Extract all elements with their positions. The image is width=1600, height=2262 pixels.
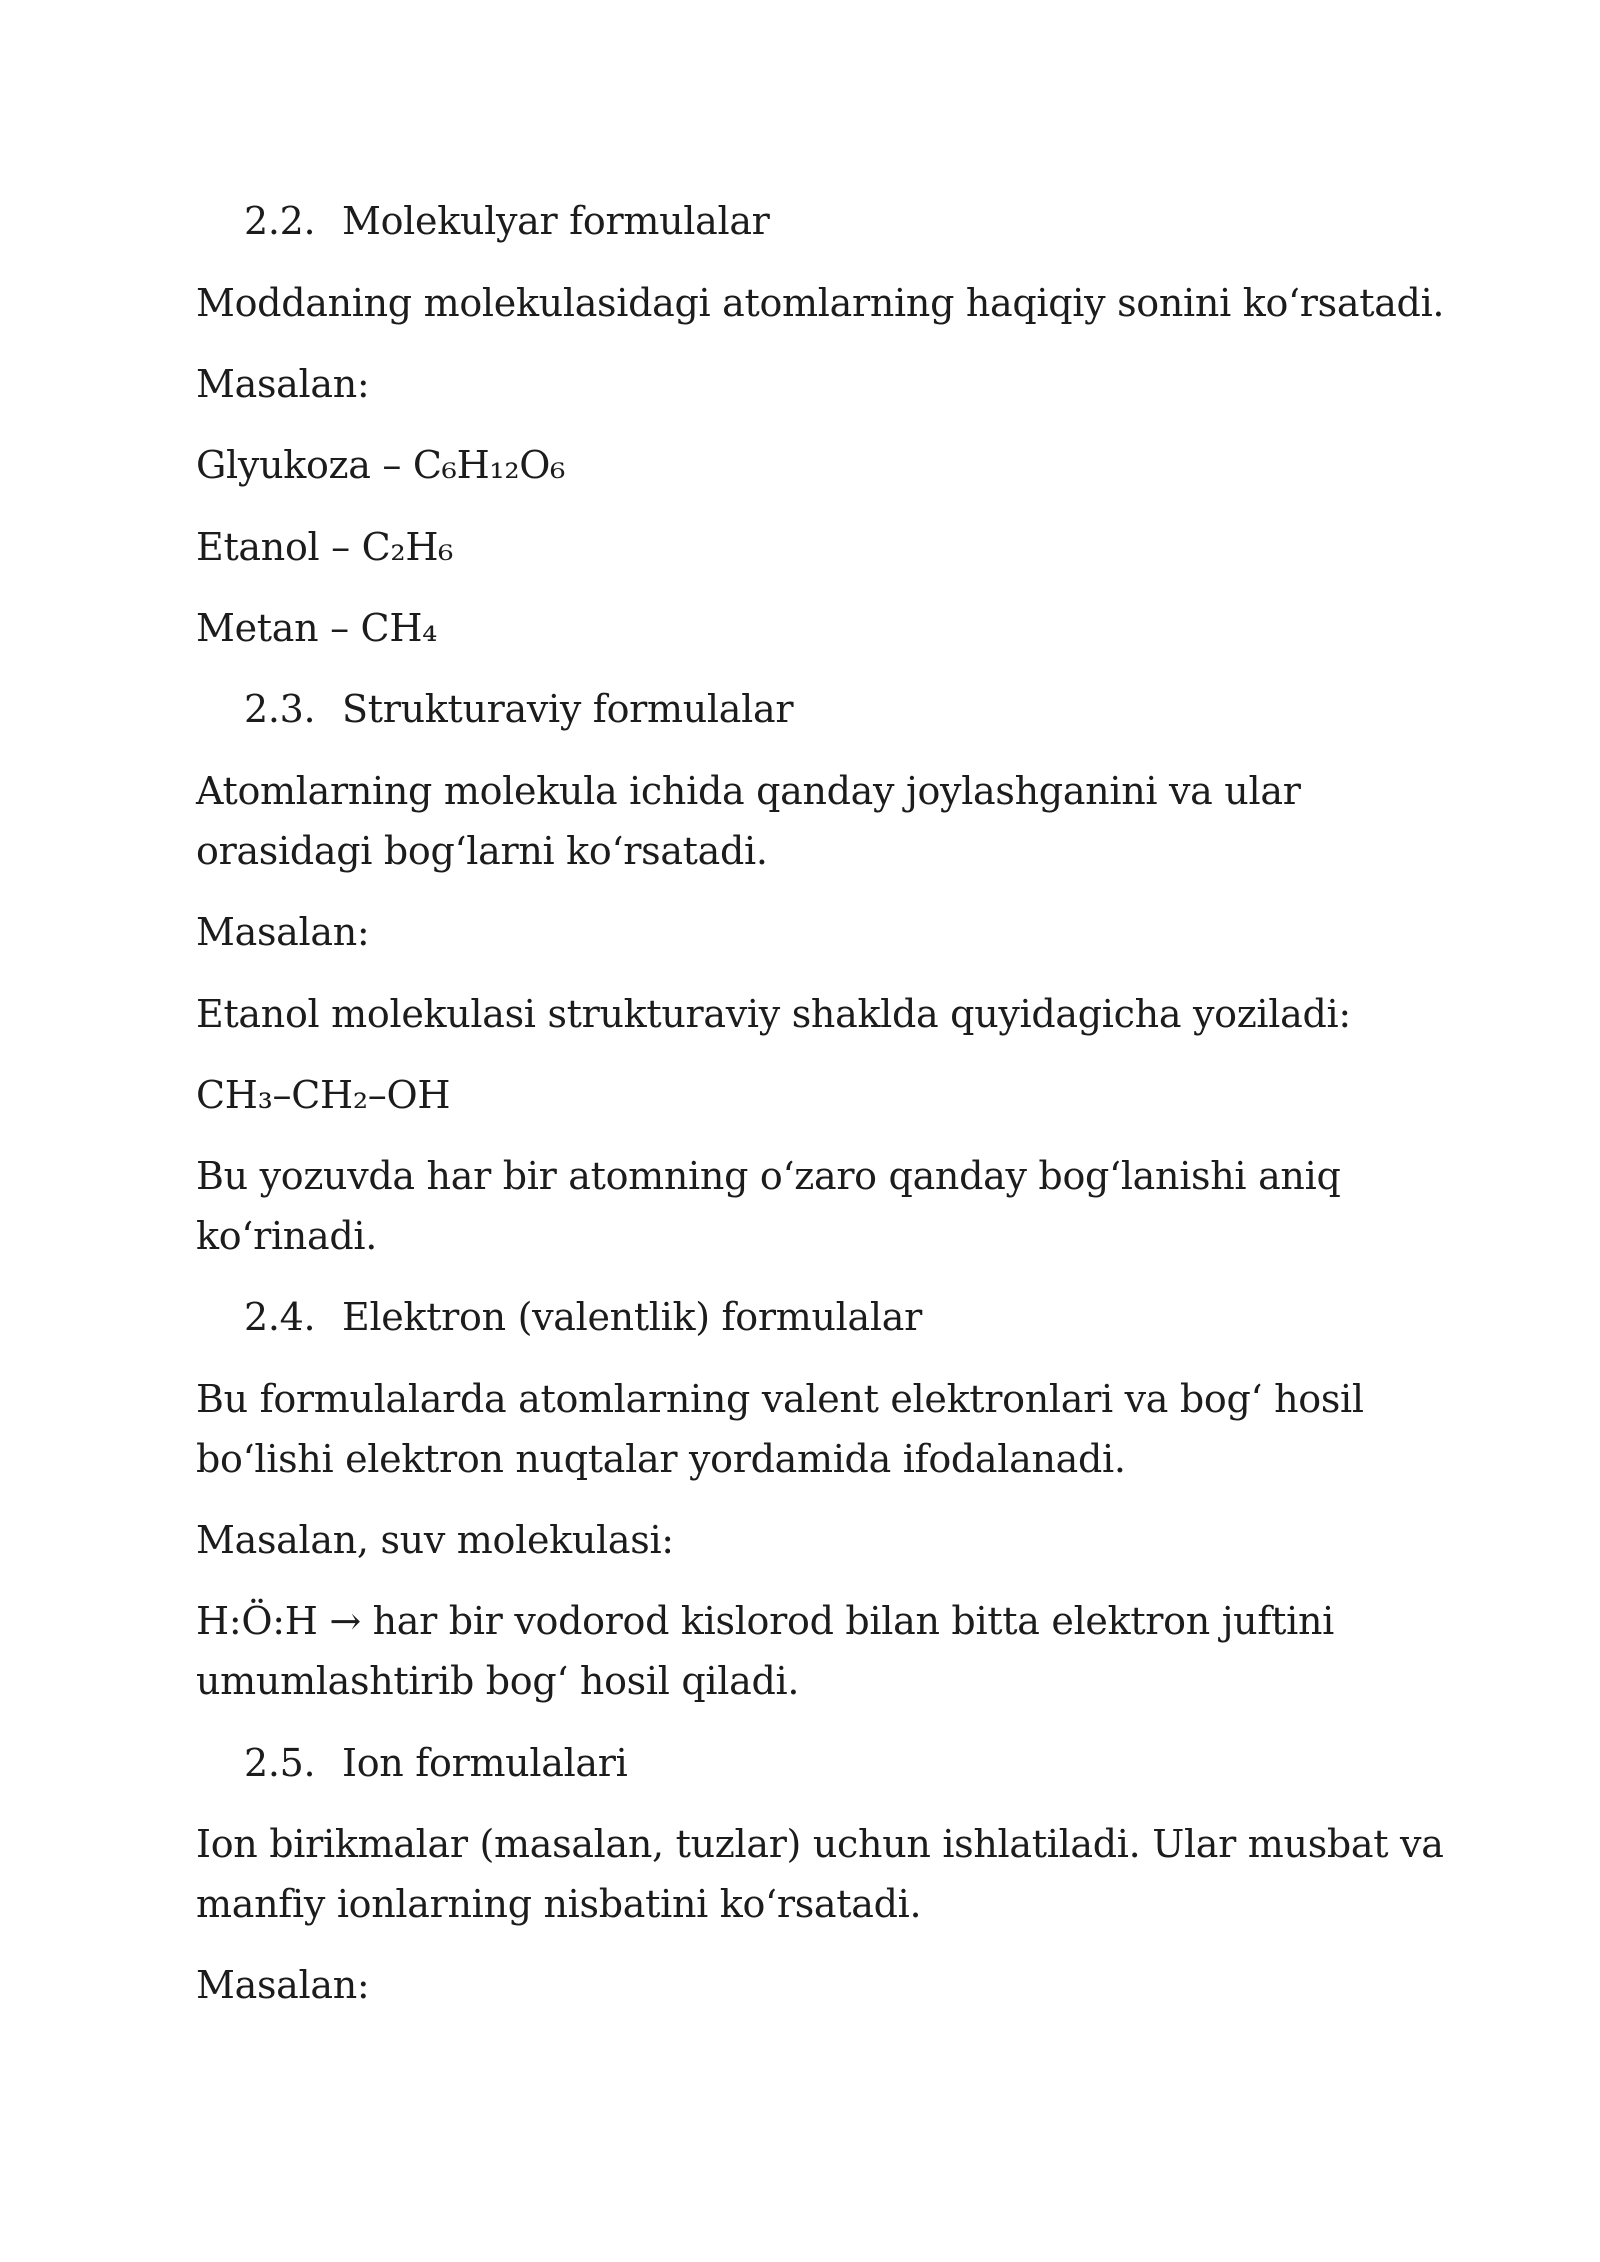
- paragraph-line: Masalan:: [196, 362, 370, 406]
- paragraph-line: bo‘lishi elektron nuqtalar yordamida ifodalanadi.: [196, 1437, 1126, 1481]
- paragraph-line: Moddaning molekulasidagi atomlarning haqiqiy sonini ko‘rsatadi.: [196, 281, 1445, 325]
- section-heading-2-4: [244, 1287, 922, 1347]
- paragraph-line: Ion birikmalar (masalan, tuzlar) uchun ishlatiladi. Ular musbat va: [196, 1822, 1444, 1866]
- formula-line-ethanol: Etanol – C₂H₆: [196, 525, 454, 569]
- section-heading-2-5: [244, 1733, 628, 1793]
- section-number: 2.5.: [244, 1741, 316, 1785]
- structural-formula-line: CH₃–CH₂–OH: [196, 1073, 451, 1117]
- section-heading-2-2: [244, 191, 770, 251]
- section-title: Ion formulalari: [342, 1741, 628, 1785]
- paragraph-line: Atomlarning molekula ichida qanday joylashganini va ular: [196, 769, 1301, 813]
- section-number: 2.3.: [244, 687, 316, 731]
- section-number: 2.4.: [244, 1295, 316, 1339]
- paragraph-line: Masalan:: [196, 910, 370, 954]
- paragraph-line: Masalan, suv molekulasi:: [196, 1518, 674, 1562]
- section-number: 2.2.: [244, 199, 316, 243]
- paragraph-line: Etanol molekulasi strukturaviy shaklda quyidagicha yoziladi:: [196, 992, 1351, 1036]
- section-heading-2-3: [244, 679, 793, 739]
- formula-line-methane: Metan – CH₄: [196, 606, 438, 650]
- paragraph-line: orasidagi bog‘larni ko‘rsatadi.: [196, 829, 768, 873]
- section-title: Strukturaviy formulalar: [342, 687, 794, 731]
- paragraph-line: Bu formulalarda atomlarning valent elektronlari va bog‘ hosil: [196, 1377, 1364, 1421]
- section-title: Molekulyar formulalar: [342, 199, 770, 243]
- paragraph-line: ko‘rinadi.: [196, 1214, 377, 1258]
- paragraph-line: Masalan:: [196, 1963, 370, 2007]
- paragraph-line: umumlashtirib bog‘ hosil qiladi.: [196, 1659, 800, 1703]
- electron-formula-line: H:Ö:H → har bir vodorod kislorod bilan bitta elektron juftini: [196, 1599, 1334, 1643]
- section-title: Elektron (valentlik) formulalar: [342, 1295, 922, 1339]
- paragraph-line: Bu yozuvda har bir atomning o‘zaro qanday bog‘lanishi aniq: [196, 1154, 1341, 1198]
- paragraph-line: manfiy ionlarning nisbatini ko‘rsatadi.: [196, 1882, 922, 1926]
- formula-line-glucose: Glyukoza – C₆H₁₂O₆: [196, 443, 566, 487]
